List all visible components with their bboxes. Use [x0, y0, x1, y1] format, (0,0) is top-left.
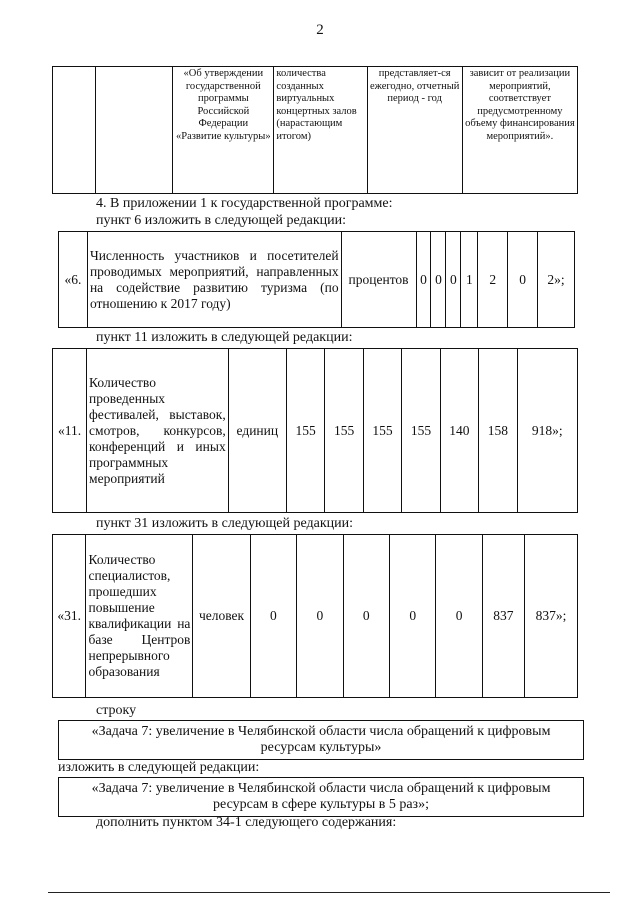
value-cell: 155: [325, 349, 363, 513]
unit-cell: человек: [193, 535, 250, 698]
table-cell: [96, 67, 173, 194]
value-cell: 0: [389, 535, 435, 698]
value-cell: 155: [363, 349, 401, 513]
value-cell: 0: [343, 535, 389, 698]
value-cell: 837»;: [524, 535, 577, 698]
task-7-new: «Задача 7: увеличение в Челябинской области числа обращений к цифровым ресурсам в сфере культуры в 5 раз»;: [58, 777, 584, 817]
row-number: «31.: [53, 535, 86, 698]
value-cell: 0: [446, 232, 461, 328]
value-cell: 837: [482, 535, 524, 698]
table-cell: [53, 67, 96, 194]
value-cell: 0: [250, 535, 296, 698]
task-7-old: «Задача 7: увеличение в Челябинской области числа обращений к цифровым ресурсам культуры»: [58, 720, 584, 760]
value-cell: 1: [461, 232, 478, 328]
item-6-intro: пункт 6 изложить в следующей редакции:: [96, 213, 346, 228]
value-cell: 2»;: [538, 232, 575, 328]
bottom-rule: [48, 892, 610, 893]
value-cell: 155: [286, 349, 324, 513]
supplement-line: дополнить пунктом 34-1 следующего содержания:: [96, 815, 397, 830]
row-number: «6.: [59, 232, 88, 328]
value-cell: 0: [416, 232, 431, 328]
table-cell: представляет-ся ежегодно, отчетный период - год: [367, 67, 462, 194]
value-cell: 0: [436, 535, 482, 698]
table-cell: «Об утверждении государственной программы Российской Федерации «Развитие культуры»: [173, 67, 274, 194]
value-cell: 155: [402, 349, 440, 513]
row-number: «11.: [53, 349, 87, 513]
replace-intro: изложить в следующей редакции:: [58, 760, 260, 775]
unit-cell: единиц: [228, 349, 286, 513]
item-11-table: [52, 348, 578, 513]
value-cell: 918»;: [517, 349, 577, 513]
page-number: 2: [316, 22, 324, 38]
value-cell: 0: [297, 535, 343, 698]
item-6-table: [58, 231, 575, 328]
indicator-name: Численность участников и посетителей проводимых мероприятий, направленных на содействие развитию туризма (по отношению к 2017 году): [87, 232, 341, 328]
paragraph-4: 4. В приложении 1 к государственной программе:: [96, 196, 393, 211]
value-cell: 158: [479, 349, 517, 513]
value-cell: 140: [440, 349, 478, 513]
table-cell: количества созданных виртуальных концертных залов (нарастающим итогом): [274, 67, 367, 194]
value-cell: 0: [508, 232, 538, 328]
indicator-name: Количество проведенных фестивалей, выставок, смотров, конкурсов, конференций и иных программных мероприятий: [87, 349, 229, 513]
indicator-name: Количество специалистов, прошедших повышение квалификации на базе Центров непрерывного образования: [86, 535, 193, 698]
value-cell: 0: [431, 232, 446, 328]
item-31-intro: пункт 31 изложить в следующей редакции:: [96, 516, 353, 531]
item-11-intro: пункт 11 изложить в следующей редакции:: [96, 330, 353, 345]
unit-cell: процентов: [341, 232, 416, 328]
item-31-table: [52, 534, 578, 698]
continuation-table: [52, 66, 578, 194]
table-cell: зависит от реализации мероприятий, соответствует предусмотренному объему финансирования мероприятий».: [462, 67, 577, 194]
value-cell: 2: [478, 232, 508, 328]
stroku-label: строку: [96, 703, 137, 718]
